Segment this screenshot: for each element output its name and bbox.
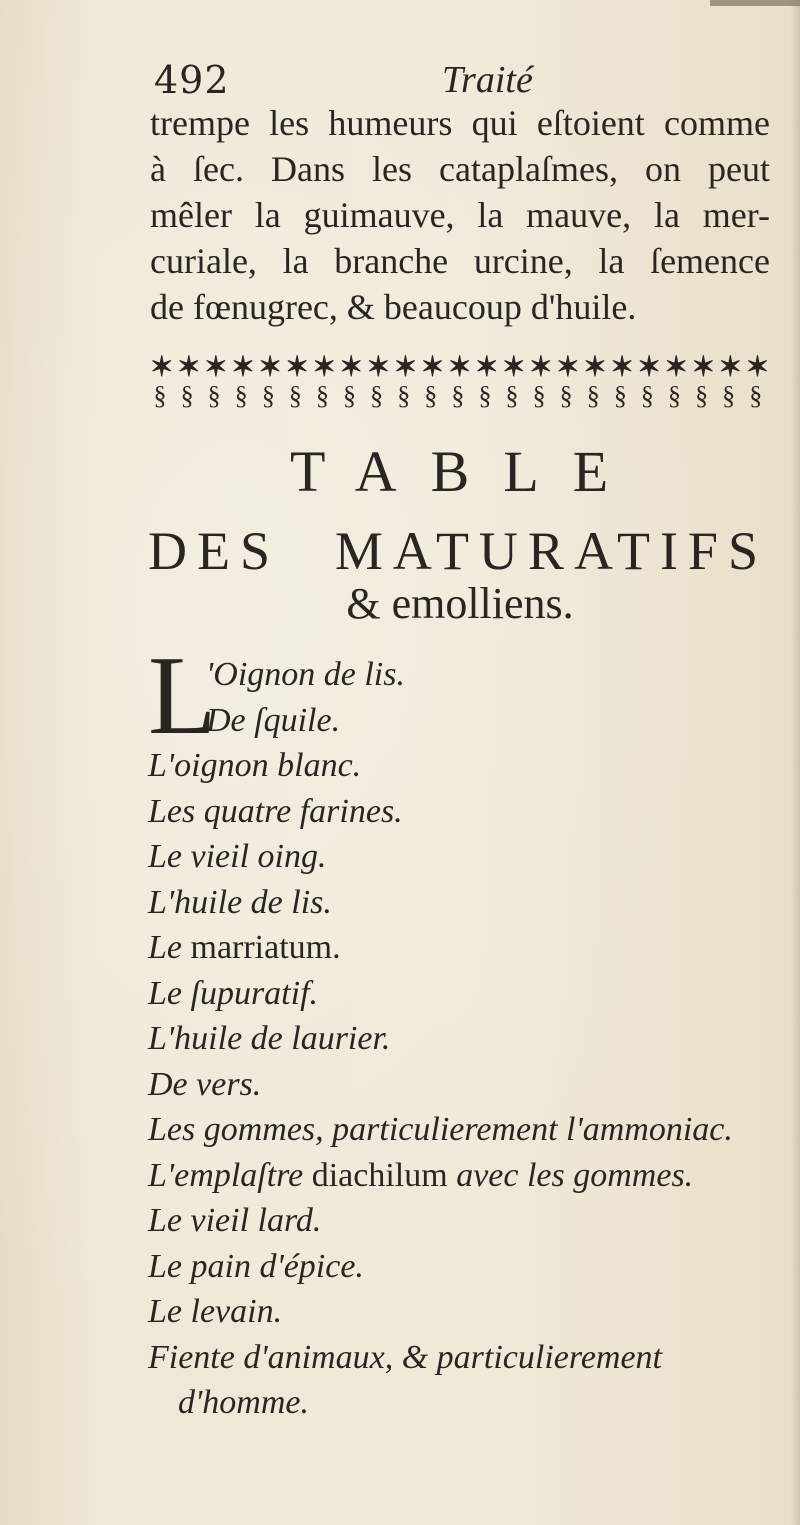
section-subtitle-2: & emolliens. <box>346 579 574 628</box>
fleuron-ornament: ✶ § <box>204 352 228 410</box>
body-line: trempe les humeurs qui eſtoient comme <box>150 103 770 143</box>
list-item: 'Oignon de lis. <box>206 656 405 693</box>
list-item: Le vieil oing. <box>148 838 327 875</box>
running-head: Traité <box>442 59 533 101</box>
fleuron-ornament: ✶ § <box>556 352 580 410</box>
list-item <box>148 1153 788 1199</box>
ornamental-rule <box>148 348 768 418</box>
fleuron-ornament: ✶ § <box>339 352 364 410</box>
fleuron-ornament: ✶ § <box>637 352 661 410</box>
page-edge-shadow <box>790 0 800 1525</box>
list-item-roman: diachilum <box>311 1156 448 1194</box>
section-subtitle: DES MATURATIFS <box>148 521 768 581</box>
list-item: Les gommes, particulierement l'ammoniac. <box>148 1111 733 1148</box>
list-item <box>148 925 788 971</box>
list-item-article: Le <box>148 929 182 966</box>
fleuron-ornament: ✶ § <box>393 352 418 410</box>
list-item-italic: L'emplaſtre <box>148 1156 304 1194</box>
fleuron-ornament: ✶ § <box>691 352 716 410</box>
list-item: Le levain. <box>148 1293 283 1330</box>
fleuron-ornament: ✶ § <box>150 352 174 410</box>
list-item: De ſquile. <box>206 701 341 739</box>
fleuron-ornament: ✶ § <box>366 352 391 410</box>
fleuron-ornament: ✶ § <box>177 352 201 410</box>
list-item: L'oignon blanc. <box>148 747 362 784</box>
body-line: de fœnugrec, & beaucoup d'huile. <box>150 287 637 327</box>
fleuron-ornament: ✶ § <box>420 352 445 410</box>
fleuron-ornament: ✶ § <box>312 352 336 410</box>
fleuron-ornament: ✶ § <box>502 352 526 410</box>
fleuron-ornament: ✶ § <box>610 352 634 410</box>
entry-list <box>148 652 788 1426</box>
list-item: Les quatre farines. <box>148 792 403 830</box>
fleuron-ornament: ✶ § <box>258 352 282 410</box>
list-item-roman: marriatum. <box>190 929 341 966</box>
body-paragraph <box>150 100 770 330</box>
fleuron-ornament: ✶ § <box>664 352 688 410</box>
list-item: Le ſupuratif. <box>148 974 319 1012</box>
list-item: L'huile de laurier. <box>148 1020 391 1057</box>
list-item: Le pain d'épice. <box>148 1247 364 1285</box>
section-title: TABLE <box>290 439 643 504</box>
body-line: curiale, la branche urcine, la ſemence <box>150 241 770 281</box>
corner-mark <box>710 0 800 6</box>
fleuron-ornament: ✶ § <box>231 352 255 410</box>
body-line: à ſec. Dans les cataplaſmes, on peut <box>150 149 770 189</box>
fleuron-ornament: ✶ § <box>529 352 553 410</box>
list-item: L'huile de lis. <box>148 883 332 921</box>
fleuron-ornament: ✶ § <box>447 352 472 410</box>
fleuron-ornament: ✶ § <box>285 352 309 410</box>
fleuron-ornament: ✶ § <box>474 352 499 410</box>
body-line: mêler la guimauve, la mauve, la mer- <box>150 195 770 235</box>
list-item: Fiente d'animaux, & particulierement <box>148 1338 663 1376</box>
list-item: De vers. <box>148 1065 262 1103</box>
drop-cap: L <box>148 634 217 758</box>
fleuron-ornament: ✶ § <box>745 352 770 410</box>
list-item: Le vieil lard. <box>148 1202 322 1239</box>
list-item: d'homme. <box>178 1384 309 1421</box>
list-item-italic: avec les gommes. <box>456 1156 694 1194</box>
page-number: 492 <box>154 58 230 102</box>
fleuron-ornament: ✶ § <box>583 352 607 410</box>
fleuron-ornament: ✶ § <box>718 352 743 410</box>
